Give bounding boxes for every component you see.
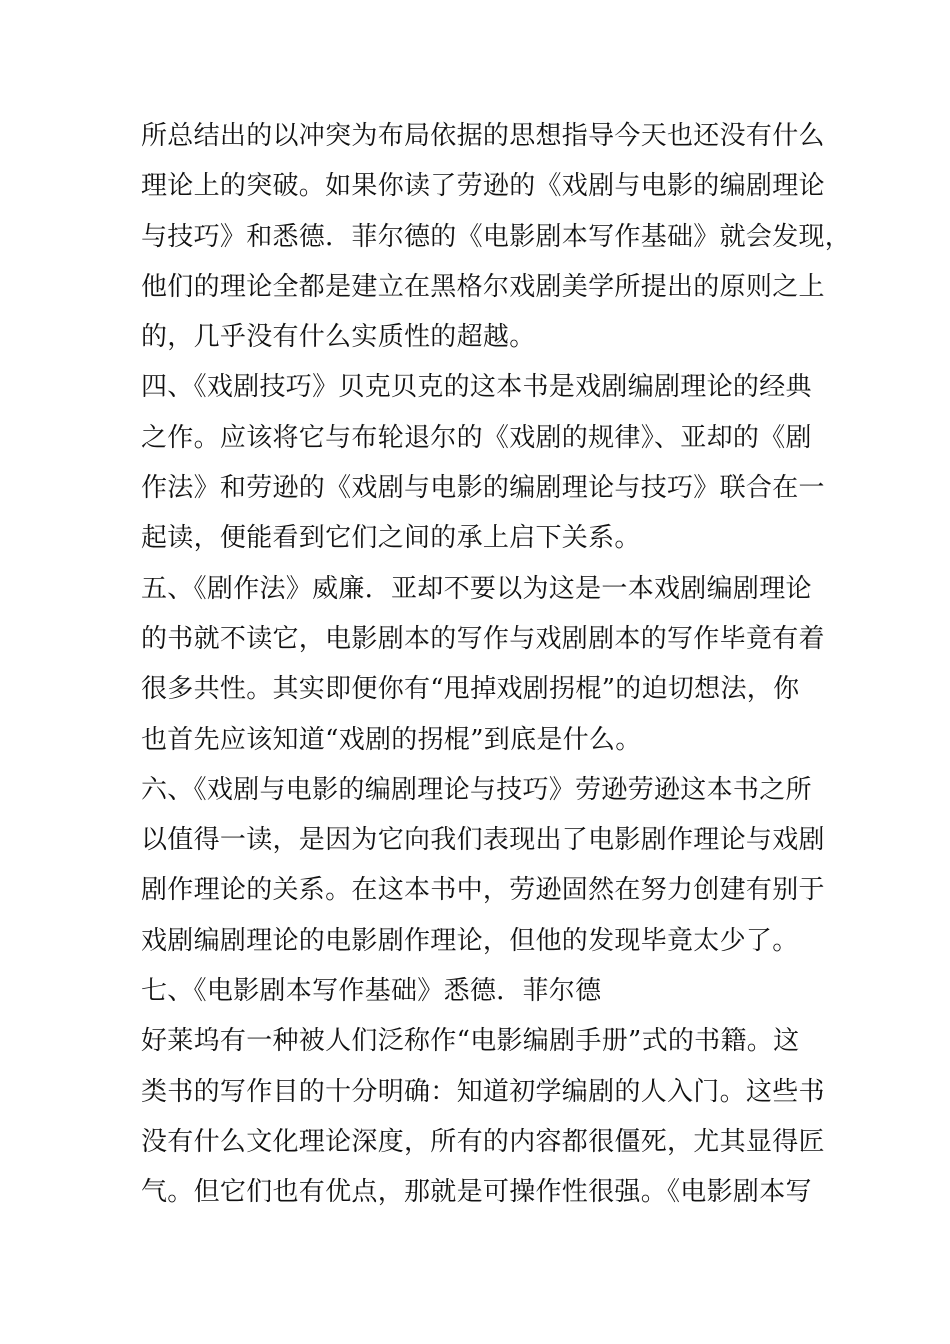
text-line: 剧作理论的关系。在这本书中，劳逊固然在努力创建有别于 (141, 875, 825, 906)
text-line: 作法》和劳逊的《戏剧与电影的编剧理论与技巧》联合在一 (141, 473, 825, 504)
section-heading-line: 五、《剧作法》威廉．亚却不要以为这是一本戏剧编剧理论 (141, 573, 812, 604)
text-line: 很多共性。其实即便你有“甩掉戏剧拐棍”的迫切想法，你 (141, 674, 800, 705)
text-line: 也首先应该知道“戏剧的拐棍”到底是什么。 (141, 724, 642, 755)
text-line: 好莱坞有一种被人们泛称作“电影编剧手册”式的书籍。这 (141, 1026, 800, 1057)
text-line: 气。但它们也有优点，那就是可操作性很强。《电影剧本写 (141, 1177, 812, 1208)
text-line: 起读，便能看到它们之间的承上启下关系。 (141, 523, 641, 554)
section-heading-line: 四、《戏剧技巧》贝克贝克的这本书是戏剧编剧理论的经典 (141, 372, 812, 403)
text-line: 与技巧》和悉德．菲尔德的《电影剧本写作基础》就会发现， (141, 221, 852, 252)
text-line: 所总结出的以冲突为布局依据的思想指导今天也还没有什么 (141, 121, 825, 151)
text-line: 以值得一读，是因为它向我们表现出了电影剧作理论与戏剧 (141, 825, 825, 856)
text-line: 之作。应该将它与布轮退尔的《戏剧的规律》、亚却的《剧 (141, 422, 812, 453)
text-line: 理论上的突破。如果你读了劳逊的《戏剧与电影的编剧理论 (141, 171, 825, 202)
text-line: 他们的理论全都是建立在黑格尔戏剧美学所提出的原则之上 (141, 271, 825, 302)
text-line: 戏剧编剧理论的电影剧作理论，但他的发现毕竟太少了。 (141, 925, 799, 956)
text-line: 没有什么文化理论深度，所有的内容都很僵死，尤其显得匠 (141, 1126, 825, 1157)
text-line: 类书的写作目的十分明确：知道初学编剧的人入门。这些书 (141, 1076, 825, 1107)
section-heading-line: 七、《电影剧本写作基础》悉德．菲尔德 (141, 976, 602, 1007)
text-line: 的，几乎没有什么实质性的超越。 (141, 322, 536, 353)
body-text (141, 111, 852, 1218)
text-line: 的书就不读它，电影剧本的写作与戏剧剧本的写作毕竟有着 (141, 623, 825, 654)
section-heading-line: 六、《戏剧与电影的编剧理论与技巧》劳逊劳逊这本书之所 (141, 774, 812, 805)
